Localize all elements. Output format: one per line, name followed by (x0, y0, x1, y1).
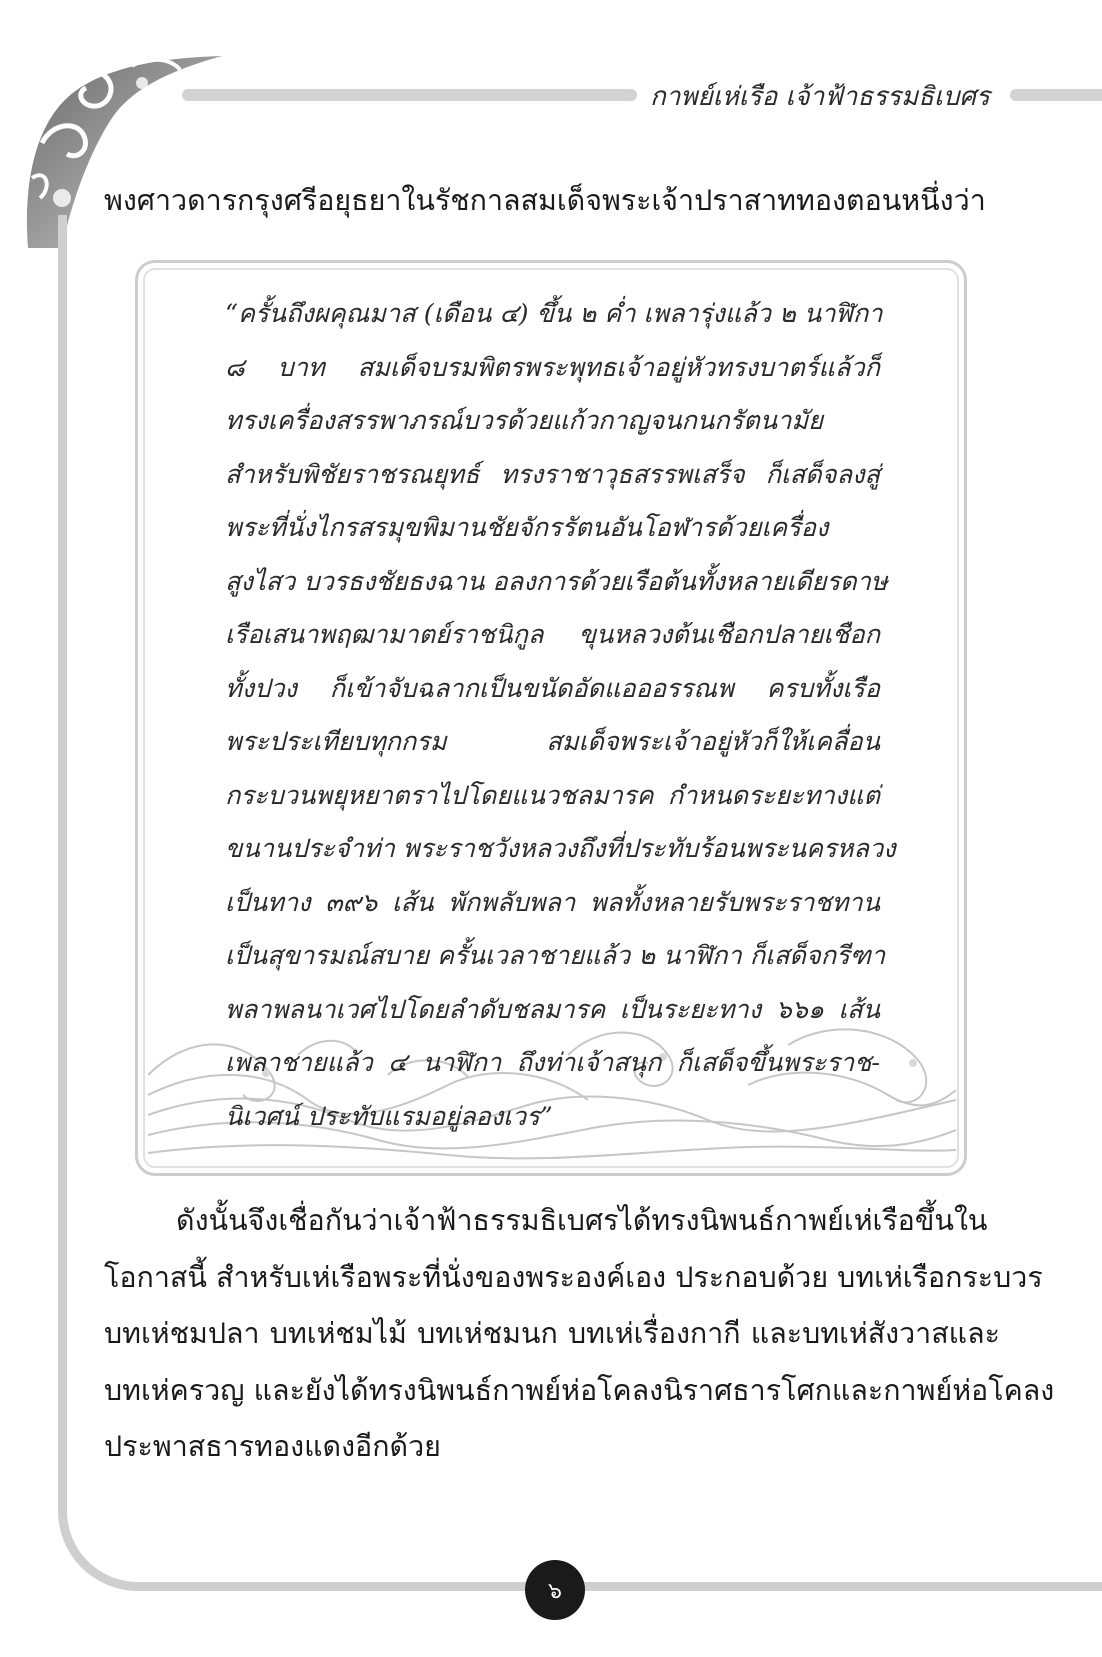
header-rule-right (1010, 89, 1102, 101)
quote-line: ขนานประจำท่า พระราชวังหลวงถึงที่ประทับร้อนพระนครหลวง (225, 833, 896, 863)
quote-line: เป็นทาง ๓๙๖ เส้น พักพลับพลา พลทั้งหลายรับพระราชทาน (225, 886, 880, 917)
quote-line: เพลาชายแล้ว ๔ นาฬิกา ถึงท่าเจ้าสนุก ก็เสด็จขึ้นพระราช- (225, 1047, 880, 1077)
quote-line: ทั้งปวง ก็เข้าจับฉลากเป็นขนัดอัดแอออรรณพ ครบทั้งเรือ (225, 672, 880, 703)
body-line: บทเห่ชมปลา บทเห่ชมไม้ บทเห่ชมนก บทเห่เรื่องกากี และบทเห่สังวาสและ (104, 1316, 1000, 1351)
quote-line: เรือเสนาพฤฒามาตย์ราชนิกูล ขุนหลวงต้นเชือกปลายเชือก (225, 619, 880, 649)
body-line: ประพาสธารทองแดงอีกด้วย (104, 1429, 441, 1464)
quote-line: สำหรับพิชัยราชรณยุทธ์ ทรงราชาวุธสรรพเสร็จ ก็เสด็จลงสู่ (225, 458, 880, 489)
body-line: ดังนั้นจึงเชื่อกันว่าเจ้าฟ้าธรรมธิเบศรได้ทรงนิพนธ์กาพย์เห่เรือขึ้นใน (176, 1203, 988, 1237)
quotation-block (225, 287, 896, 1143)
quote-line: พระประเทียบทุกกรม สมเด็จพระเจ้าอยู่หัวก็ให้เคลื่อน (225, 726, 880, 756)
quote-line: ๘ บาท สมเด็จบรมพิตรพระพุทธเจ้าอยู่หัวทรงบาตร์แล้วก็ (225, 351, 880, 382)
page-number-badge: ๖ (525, 1560, 585, 1620)
quote-line: นิเวศน์ ประทับแรมอยู่ลองเวร” (225, 1100, 553, 1131)
quote-line: กระบวนพยุหยาตราไปโดยแนวชลมารค กำหนดระยะทางแต่ (225, 779, 880, 810)
intro-sentence: พงศาวดารกรุงศรีอยุธยาในรัชกาลสมเด็จพระเจ้าปราสาททองตอนหนึ่งว่า (104, 183, 986, 217)
quote-line: ทรงเครื่องสรรพาภรณ์บวรด้วยแก้วกาญจนกนกรัตนามัย (225, 405, 824, 435)
quote-line: เป็นสุขารมณ์สบาย ครั้นเวลาชายแล้ว ๒ นาฬิกา ก็เสด็จกรีฑา (225, 940, 886, 970)
body-paragraph (104, 1192, 1055, 1475)
header-rule-left (182, 89, 637, 101)
body-line: โอกาสนี้ สำหรับเห่เรือพระที่นั่งของพระองค์เอง ประกอบด้วย บทเห่เรือกระบวร (104, 1259, 1043, 1294)
quote-line: “ครั้นถึงผคุณมาส (เดือน ๔) ขึ้น ๒ ค่ำ เพลารุ่งแล้ว ๒ นาฬิกา (225, 298, 883, 328)
quote-line: พระที่นั่งไกรสรมุขพิมานชัยจักรรัตนอันโอฬารด้วยเครื่อง (225, 512, 829, 542)
running-header-title: กาพย์เห่เรือ เจ้าฟ้าธรรมธิเบศร (650, 82, 990, 112)
quote-line: สูงไสว บวรธงชัยธงฉาน อลงการด้วยเรือต้นทั้งหลายเดียรดาษ (225, 565, 888, 596)
body-line: บทเห่ครวญ และยังได้ทรงนิพนธ์กาพย์ห่อโคลงนิราศธารโศกและกาพย์ห่อโคลง (104, 1372, 1055, 1407)
quote-line: พลาพลนาเวศไปโดยลำดับชลมารค เป็นระยะทาง ๖๖๑ เส้น (225, 993, 880, 1024)
